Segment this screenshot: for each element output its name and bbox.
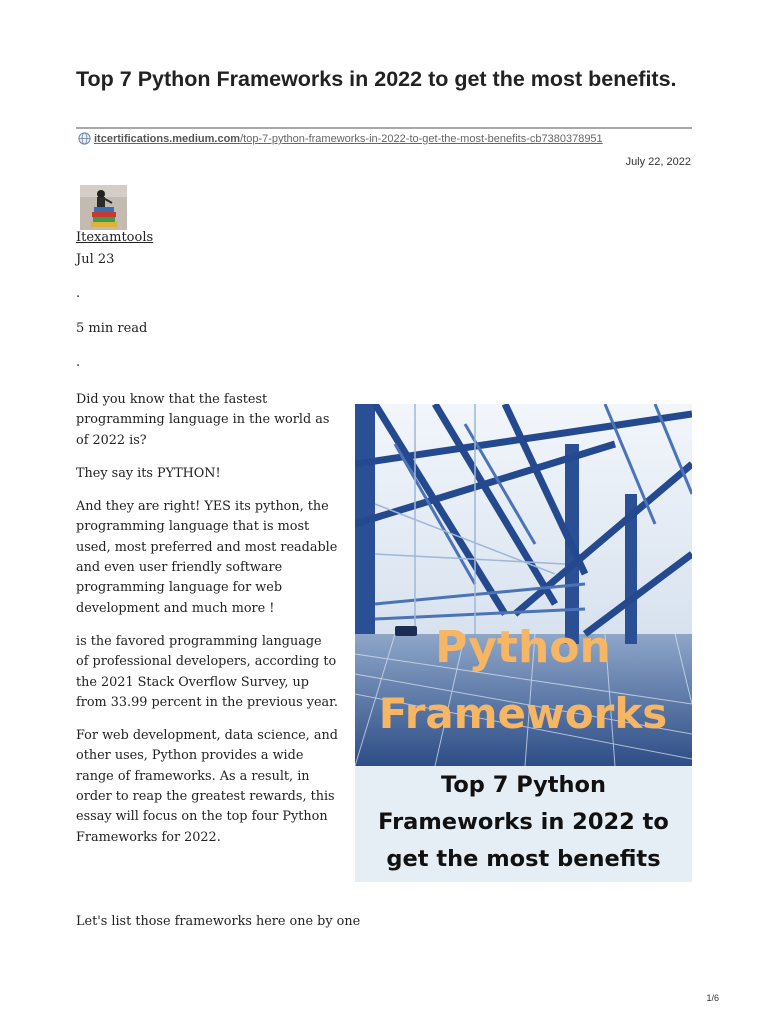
hero-overlay-frameworks: Frameworks xyxy=(378,689,668,738)
hero-caption-line: Frameworks in 2022 to xyxy=(378,809,669,835)
hero-caption xyxy=(355,766,692,882)
hero-image xyxy=(355,404,692,882)
hero-caption-line: Top 7 Python xyxy=(440,772,607,798)
author-link[interactable]: Itexamtools xyxy=(76,230,154,245)
body-paragraph: They say its PYTHON! xyxy=(76,465,221,481)
hero-overlay-python: Python xyxy=(435,622,611,673)
title-divider xyxy=(76,127,692,129)
article-body xyxy=(76,390,338,861)
meta-separator: . xyxy=(76,355,81,370)
body-paragraph: For web development, data science, and other uses, Python provides a wide range of frameworks. As a result, in order to reap the greatest rewards, this essay will focus on the top four Python Frameworks for 2022. xyxy=(76,728,338,845)
closing-paragraph: Let's list those frameworks here one by one xyxy=(76,914,361,929)
body-paragraph: Did you know that the fastest programming language in the world as of 2022 is? xyxy=(76,392,330,448)
hero-caption-line: get the most benefits xyxy=(386,846,661,872)
read-time: 5 min read xyxy=(76,321,148,336)
avatar[interactable] xyxy=(80,185,127,230)
article-title: Top 7 Python Frameworks in 2022 to get the most benefits. xyxy=(76,67,677,91)
capture-date: July 22, 2022 xyxy=(625,156,691,168)
bridge-photo xyxy=(355,404,692,766)
globe-icon xyxy=(78,132,91,145)
source-url-link[interactable] xyxy=(94,133,603,145)
meta-separator: . xyxy=(76,286,81,301)
source-link-row xyxy=(78,132,698,145)
page-number: 1/6 xyxy=(706,993,719,1003)
body-paragraph: And they are right! YES its python, the programming language that is most used, most preferred and most readable and even user friendly software programming language for web development and much more ! xyxy=(76,499,338,616)
body-paragraph: is the favored programming language of professional developers, according to the 2021 Stack Overflow Survey, up from 33.99 percent in the previous year. xyxy=(76,633,338,710)
source-domain: itcertifications.medium.com xyxy=(94,133,241,145)
posted-date: Jul 23 xyxy=(76,252,115,267)
source-path: /top-7-python-frameworks-in-2022-to-get-the-most-benefits-cb7380378951 xyxy=(240,133,603,145)
